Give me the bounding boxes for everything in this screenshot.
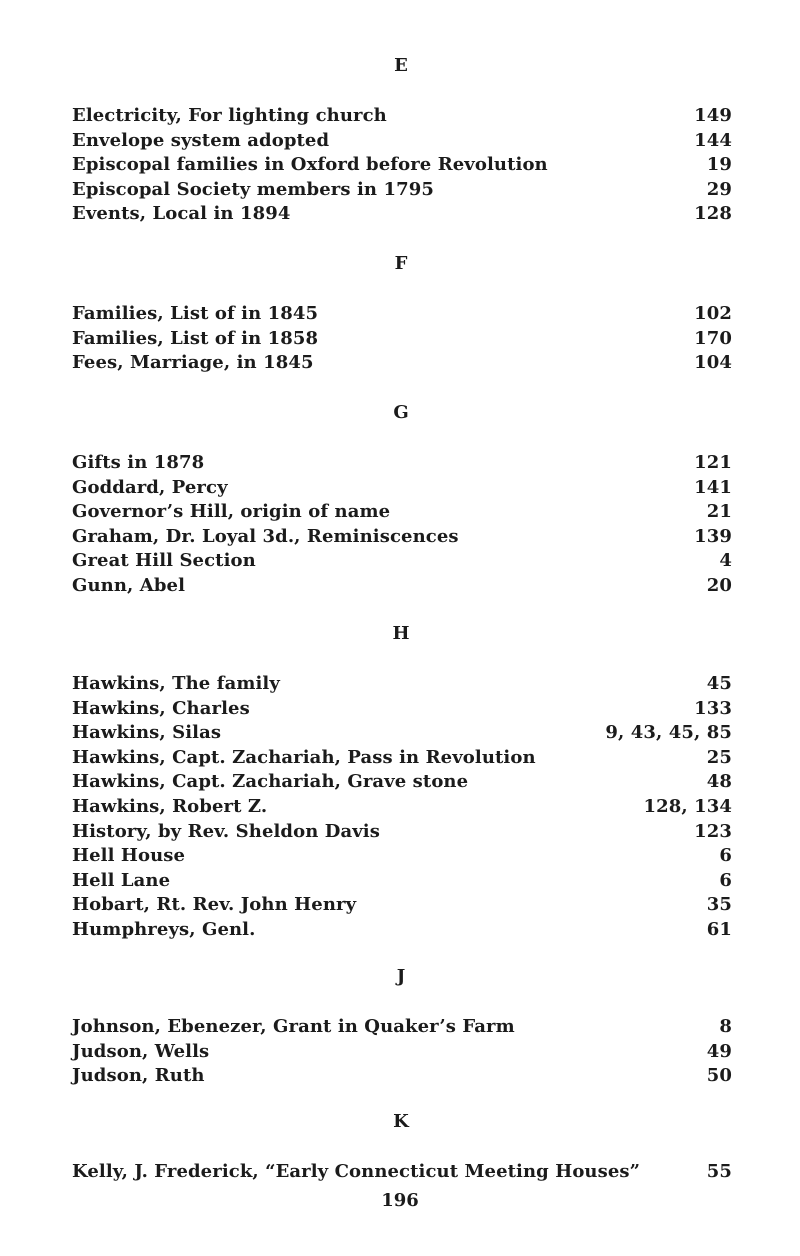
entry-list bbox=[72, 1160, 732, 1185]
index-entry bbox=[72, 153, 732, 178]
index-entry bbox=[72, 476, 732, 501]
entry-term: Fees, Marriage, in 1845 bbox=[72, 352, 314, 374]
entry-term: Envelope system adopted bbox=[72, 129, 330, 151]
entry-pages: 139 bbox=[694, 525, 732, 547]
entry-list bbox=[72, 302, 732, 376]
entry-term: Hawkins, The family bbox=[72, 673, 280, 694]
entry-term: Families, List of in 1858 bbox=[72, 327, 319, 349]
entry-pages: 45 bbox=[706, 673, 732, 694]
entry-term: Hawkins, Capt. Zachariah, Grave stone bbox=[72, 771, 469, 793]
entry-pages: 102 bbox=[694, 303, 732, 324]
index-section-k bbox=[72, 1110, 732, 1185]
index-entry bbox=[72, 1015, 732, 1040]
entry-term: Johnson, Ebenezer, Grant in Quaker’s Farm bbox=[72, 1016, 515, 1037]
entry-pages: 8 bbox=[719, 1016, 732, 1037]
entry-pages: 4 bbox=[719, 550, 732, 572]
index-entry bbox=[72, 549, 732, 574]
entry-term: Hobart, Rt. Rev. John Henry bbox=[72, 894, 357, 916]
entry-term: Gunn, Abel bbox=[72, 574, 186, 596]
index-entry bbox=[72, 500, 732, 525]
entry-pages: 170 bbox=[694, 327, 732, 349]
index-entry bbox=[72, 1160, 732, 1185]
entry-pages: 141 bbox=[694, 476, 732, 498]
entry-term: Hell Lane bbox=[72, 869, 171, 891]
index-section-g bbox=[72, 401, 732, 599]
entry-pages: 6 bbox=[719, 869, 732, 891]
section-letter: K bbox=[393, 1111, 409, 1132]
entry-pages: 123 bbox=[694, 820, 732, 842]
entry-term: Episcopal families in Oxford before Revolution bbox=[72, 154, 548, 176]
index-entry bbox=[72, 104, 732, 129]
entry-term: Families, List of in 1845 bbox=[72, 303, 319, 324]
entry-term: Hawkins, Robert Z. bbox=[72, 795, 268, 817]
entry-pages: 121 bbox=[694, 452, 732, 473]
index-entry bbox=[72, 574, 732, 599]
index-entry bbox=[72, 795, 732, 820]
entry-term: Gifts in 1878 bbox=[72, 452, 205, 473]
index-section-h bbox=[72, 622, 732, 943]
entry-list bbox=[72, 451, 732, 599]
entry-term: Kelly, J. Frederick, “Early Connecticut Meeting Houses” bbox=[72, 1161, 641, 1182]
index-entry bbox=[72, 721, 732, 746]
index-entry bbox=[72, 327, 732, 352]
entry-pages: 20 bbox=[706, 574, 732, 596]
index-entry bbox=[72, 893, 732, 918]
entry-term: Episcopal Society members in 1795 bbox=[72, 178, 434, 200]
entry-pages: 144 bbox=[694, 129, 732, 151]
index-entry bbox=[72, 770, 732, 795]
index-section-f bbox=[72, 252, 732, 376]
entry-pages: 29 bbox=[706, 178, 732, 200]
entry-list bbox=[72, 1015, 732, 1089]
section-letter: G bbox=[393, 402, 409, 423]
entry-pages: 50 bbox=[706, 1065, 732, 1087]
index-section-e bbox=[72, 54, 732, 227]
entry-pages: 19 bbox=[706, 154, 732, 176]
entry-pages: 61 bbox=[706, 918, 732, 940]
entry-list bbox=[72, 672, 732, 943]
entry-pages: 6 bbox=[719, 845, 732, 867]
index-entry bbox=[72, 525, 732, 550]
entry-term: Governor’s Hill, origin of name bbox=[72, 501, 391, 523]
index-entry bbox=[72, 820, 732, 845]
index-entry bbox=[72, 746, 732, 771]
entry-pages: 55 bbox=[706, 1161, 732, 1182]
index-entry bbox=[72, 1064, 732, 1089]
entry-term: Goddard, Percy bbox=[72, 476, 228, 498]
section-letter: F bbox=[394, 253, 408, 274]
entry-pages: 35 bbox=[706, 894, 732, 916]
entry-pages: 128 bbox=[694, 203, 732, 225]
index-entry bbox=[72, 302, 732, 327]
entry-pages: 49 bbox=[706, 1040, 732, 1062]
index-entry bbox=[72, 178, 732, 203]
index-entry bbox=[72, 1040, 732, 1065]
entry-term: Humphreys, Genl. bbox=[72, 918, 256, 940]
entry-term: History, by Rev. Sheldon Davis bbox=[72, 820, 380, 842]
entry-term: Judson, Ruth bbox=[72, 1065, 205, 1087]
index-entry bbox=[72, 202, 732, 227]
entry-term: Hawkins, Charles bbox=[72, 697, 250, 719]
section-letter: H bbox=[392, 623, 410, 644]
index-entry bbox=[72, 129, 732, 154]
index-section-j bbox=[72, 965, 732, 1089]
index-entry bbox=[72, 672, 732, 697]
index-entry bbox=[72, 918, 732, 943]
entry-pages: 48 bbox=[706, 771, 732, 793]
entry-pages: 133 bbox=[694, 697, 732, 719]
section-letter: J bbox=[396, 966, 406, 987]
entry-pages: 21 bbox=[706, 501, 732, 523]
index-entry bbox=[72, 697, 732, 722]
entry-list bbox=[72, 104, 732, 227]
entry-term: Hawkins, Silas bbox=[72, 722, 222, 744]
entry-pages: 25 bbox=[706, 746, 732, 768]
entry-pages: 149 bbox=[694, 105, 732, 126]
entry-term: Great Hill Section bbox=[72, 550, 256, 572]
entry-term: Graham, Dr. Loyal 3d., Reminiscences bbox=[72, 525, 459, 547]
entry-term: Electricity, For lighting church bbox=[72, 105, 387, 126]
section-letter: E bbox=[394, 55, 408, 76]
entry-term: Hell House bbox=[72, 845, 186, 867]
index-entry bbox=[72, 351, 732, 376]
index-entry bbox=[72, 844, 732, 869]
entry-pages: 128, 134 bbox=[643, 795, 732, 817]
entry-term: Hawkins, Capt. Zachariah, Pass in Revolution bbox=[72, 746, 536, 768]
page-number: 196 bbox=[381, 1190, 419, 1211]
entry-term: Events, Local in 1894 bbox=[72, 203, 291, 225]
entry-pages: 104 bbox=[694, 352, 732, 374]
entry-term: Judson, Wells bbox=[72, 1040, 210, 1062]
entry-pages: 9, 43, 45, 85 bbox=[605, 722, 732, 744]
index-entry bbox=[72, 869, 732, 894]
index-entry bbox=[72, 451, 732, 476]
